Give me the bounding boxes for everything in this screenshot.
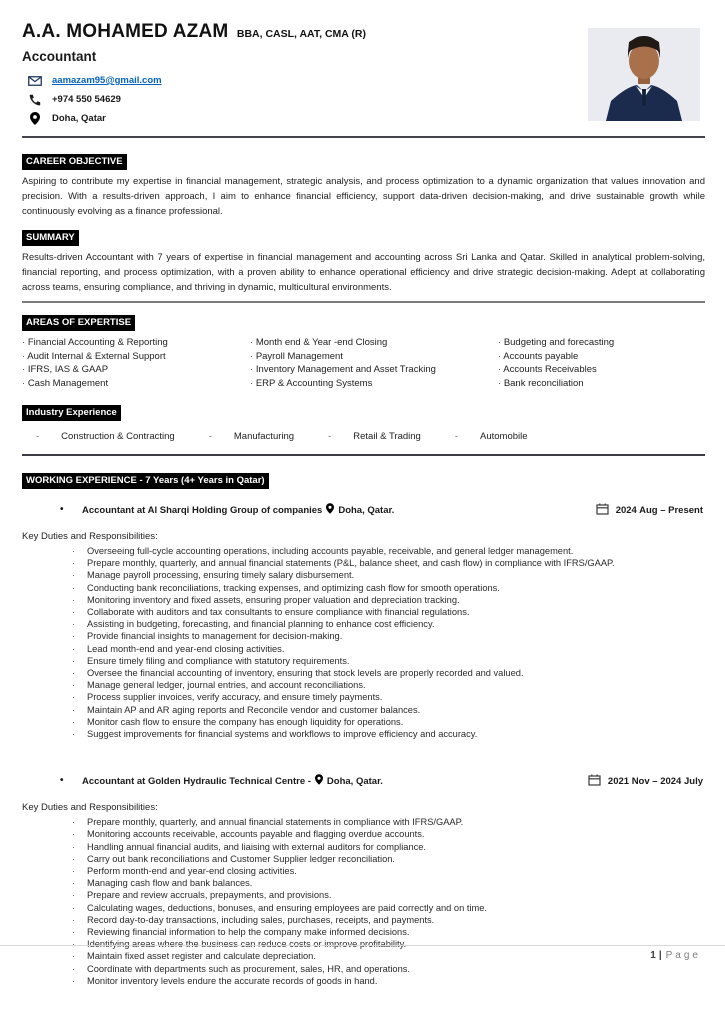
job-1-title-line bbox=[82, 503, 394, 518]
page-label: Page bbox=[665, 950, 701, 961]
duty-item: · Record day-to-day transactions, including sales, purchases, receipts, and payments. bbox=[72, 914, 705, 926]
expertise-item: · Payroll Management bbox=[250, 350, 498, 364]
duty-item: · Oversee the financial accounting of inventory, ensuring that stock levels are properly recorded and valued. bbox=[72, 667, 705, 679]
job-2-date-text: 2021 Nov – 2024 July bbox=[607, 776, 703, 788]
duty-item: · Prepare and review accruals, prepayments, and provisions. bbox=[72, 889, 705, 901]
expertise-item: · Bank reconciliation bbox=[498, 377, 705, 391]
expertise-item: · Accounts payable bbox=[498, 350, 705, 364]
expertise-heading: AREAS OF EXPERTISE bbox=[22, 315, 135, 331]
expertise-grid bbox=[22, 336, 705, 390]
duty-item: · Conducting bank reconciliations, tracking expenses, and optimizing cash flow for smooth operations. bbox=[72, 582, 705, 594]
duty-item: · Provide financial insights to management for decision-making. bbox=[72, 630, 705, 642]
duty-item: · Collaborate with auditors and tax consultants to ensure compliance with financial regulations. bbox=[72, 606, 705, 618]
header-divider bbox=[22, 136, 705, 138]
expertise-item: · Cash Management bbox=[22, 377, 250, 391]
duty-item: · Perform month-end and year-end closing activities. bbox=[72, 865, 705, 877]
expertise-column-1 bbox=[22, 336, 250, 390]
expertise-item: · Accounts Receivables bbox=[498, 363, 705, 377]
duty-item: · Prepare monthly, quarterly, and annual financial statements in compliance with IFRS/GAAP. bbox=[72, 816, 705, 828]
job-2-duties-label: Key Duties and Responsibilities: bbox=[22, 802, 158, 814]
summary-divider bbox=[22, 301, 705, 303]
page-number: 1 bbox=[650, 950, 656, 961]
expertise-column-2 bbox=[250, 336, 498, 390]
duty-item: · Carry out bank reconciliations and Customer Supplier ledger reconciliation. bbox=[72, 853, 705, 865]
summary-section bbox=[22, 227, 705, 295]
duty-item: · Managing cash flow and bank balances. bbox=[72, 877, 705, 889]
duty-item: · Ensure timely filing and compliance with statutory requirements. bbox=[72, 655, 705, 667]
expertise-item: · Budgeting and forecasting bbox=[498, 336, 705, 350]
person-job-title: Accountant bbox=[22, 49, 97, 64]
industry-heading: Industry Experience bbox=[22, 405, 121, 421]
job-1-location: Doha, Qatar. bbox=[338, 505, 395, 516]
industry-section bbox=[22, 402, 705, 442]
duty-item: · Reviewing financial information to help the company make informed decisions. bbox=[72, 926, 705, 938]
location-pin-icon bbox=[28, 112, 42, 125]
duty-item: · Identifying areas where the business can reduce costs or improve profitability. bbox=[72, 938, 705, 950]
person-name: A.A. MOHAMED AZAM bbox=[22, 21, 229, 42]
profile-photo bbox=[588, 28, 700, 121]
job-1-date bbox=[596, 503, 705, 518]
industry-items bbox=[36, 431, 705, 442]
duty-item: · Process supplier invoices, verify accuracy, and ensure timely payments. bbox=[72, 691, 705, 703]
duty-item: · Overseeing full-cycle accounting operations, including accounts payable, receivable, and general ledger management. bbox=[72, 545, 705, 557]
person-credentials: BBA, CASL, AAT, CMA (R) bbox=[236, 28, 366, 40]
phone-icon bbox=[28, 94, 42, 106]
duty-item: · Prepare monthly, quarterly, and annual financial statements (P&L, balance sheet, and cash flow) in compliance with IFRS/GAAP. bbox=[72, 557, 705, 569]
location-text: Doha, Qatar bbox=[52, 113, 106, 124]
duty-item: · Handling annual financial audits, and liaising with external auditors for compliance. bbox=[72, 841, 705, 853]
career-objective-heading: CAREER OBJECTIVE bbox=[22, 154, 127, 170]
phone-number: +974 550 54629 bbox=[52, 94, 121, 105]
calendar-icon bbox=[588, 774, 601, 789]
expertise-item: · ERP & Accounting Systems bbox=[250, 377, 498, 391]
location-pin-icon bbox=[326, 503, 334, 518]
location-pin-icon bbox=[315, 774, 323, 789]
job-1-title: Accountant at Al Sharqi Holding Group of companies bbox=[82, 505, 323, 516]
experience-section bbox=[22, 470, 705, 987]
calendar-icon bbox=[596, 503, 609, 518]
expertise-item: · Month end & Year -end Closing bbox=[250, 336, 498, 350]
duty-item: · Maintain AP and AR aging reports and Reconcile vendor and customer balances. bbox=[72, 704, 705, 716]
expertise-item: · Financial Accounting & Reporting bbox=[22, 336, 250, 350]
job-entry-1 bbox=[22, 503, 705, 518]
industry-divider bbox=[22, 454, 705, 456]
envelope-icon bbox=[28, 76, 42, 86]
job-2-title-line bbox=[82, 774, 383, 789]
job-2-duties-list bbox=[72, 816, 705, 987]
duty-item: · Maintain fixed asset register and calculate depreciation. bbox=[72, 950, 705, 962]
job-1-duties-label: Key Duties and Responsibilities: bbox=[22, 531, 158, 542]
career-objective-body: Aspiring to contribute my expertise in financial management, strategic analysis, and process optimization to a dynamic organization that values innovation and precision. With a results-driven approach, I aim to enhance financial efficiency, support data-driven decision-making, and drive sustainable growth while continuously evolving as a finance professional. bbox=[22, 176, 705, 217]
duty-item: · Assisting in budgeting, forecasting, and financial planning to enhance cost efficiency. bbox=[72, 618, 705, 630]
duty-item: · Monitoring inventory and fixed assets, ensuring proper valuation and depreciation tracking. bbox=[72, 594, 705, 606]
duty-item: · Manage payroll processing, ensuring timely salary disbursement. bbox=[72, 569, 705, 581]
duty-item: · Monitor cash flow to ensure the company has enough liquidity for operations. bbox=[72, 716, 705, 728]
experience-heading: WORKING EXPERIENCE - 7 Years (4+ Years in Qatar) bbox=[22, 473, 269, 489]
duty-item: · Suggest improvements for financial systems and workflows to improve efficiency and accuracy. bbox=[72, 728, 705, 740]
expertise-item: · Inventory Management and Asset Tracking bbox=[250, 363, 498, 377]
expertise-section bbox=[22, 312, 705, 390]
duty-item: · Calculating wages, deductions, bonuses, and ensuring employees are paid correctly and on time. bbox=[72, 902, 705, 914]
job-1-date-text: 2024 Aug – Present bbox=[615, 505, 703, 516]
duty-item: · Coordinate with departments such as procurement, sales, HR, and operations. bbox=[72, 963, 705, 975]
duty-item: · Lead month-end and year-end closing activities. bbox=[72, 643, 705, 655]
job-entry-2 bbox=[22, 774, 705, 789]
duty-item: · Manage general ledger, journal entries, and account reconciliations. bbox=[72, 679, 705, 691]
expertise-column-3 bbox=[498, 336, 705, 390]
job-2-date bbox=[588, 774, 705, 789]
career-objective-section bbox=[22, 151, 705, 219]
expertise-item: · IFRS, IAS & GAAP bbox=[22, 363, 250, 377]
industry-item: - Construction & Contracting bbox=[36, 431, 175, 442]
duty-item: · Monitor inventory levels endure the accurate records of goods in hand. bbox=[72, 975, 705, 987]
summary-heading: SUMMARY bbox=[22, 230, 79, 246]
email-link[interactable]: aamazam95@gmail.com bbox=[52, 75, 162, 86]
industry-item: - Automobile bbox=[455, 431, 528, 442]
job-1-duties-list bbox=[72, 545, 705, 740]
page-number-separator: | bbox=[658, 950, 662, 961]
industry-item: - Manufacturing bbox=[209, 431, 294, 442]
expertise-item: · Audit Internal & External Support bbox=[22, 350, 250, 364]
job-2-location: Doha, Qatar. bbox=[326, 776, 383, 788]
summary-body: Results-driven Accountant with 7 years of expertise in financial management and accounting across Sri Lanka and Qatar. Skilled in analytical problem-solving, financial reporting, and process optimization, with a proven ability to enhance operational efficiency and drive strategic decision-making. Adept at collaborating across teams, ensuring compliance, and thriving in dynamic, multicultural environments. bbox=[22, 252, 705, 293]
job-bullet-icon: • bbox=[60, 775, 64, 787]
page-footer bbox=[0, 945, 725, 961]
job-2-title: Accountant at Golden Hydraulic Technical Centre - bbox=[82, 776, 311, 788]
industry-item: - Retail & Trading bbox=[328, 431, 421, 442]
duty-item: · Monitoring accounts receivable, accounts payable and flagging overdue accounts. bbox=[72, 828, 705, 840]
page-number-text bbox=[0, 946, 725, 961]
job-bullet-icon: • bbox=[60, 504, 64, 515]
